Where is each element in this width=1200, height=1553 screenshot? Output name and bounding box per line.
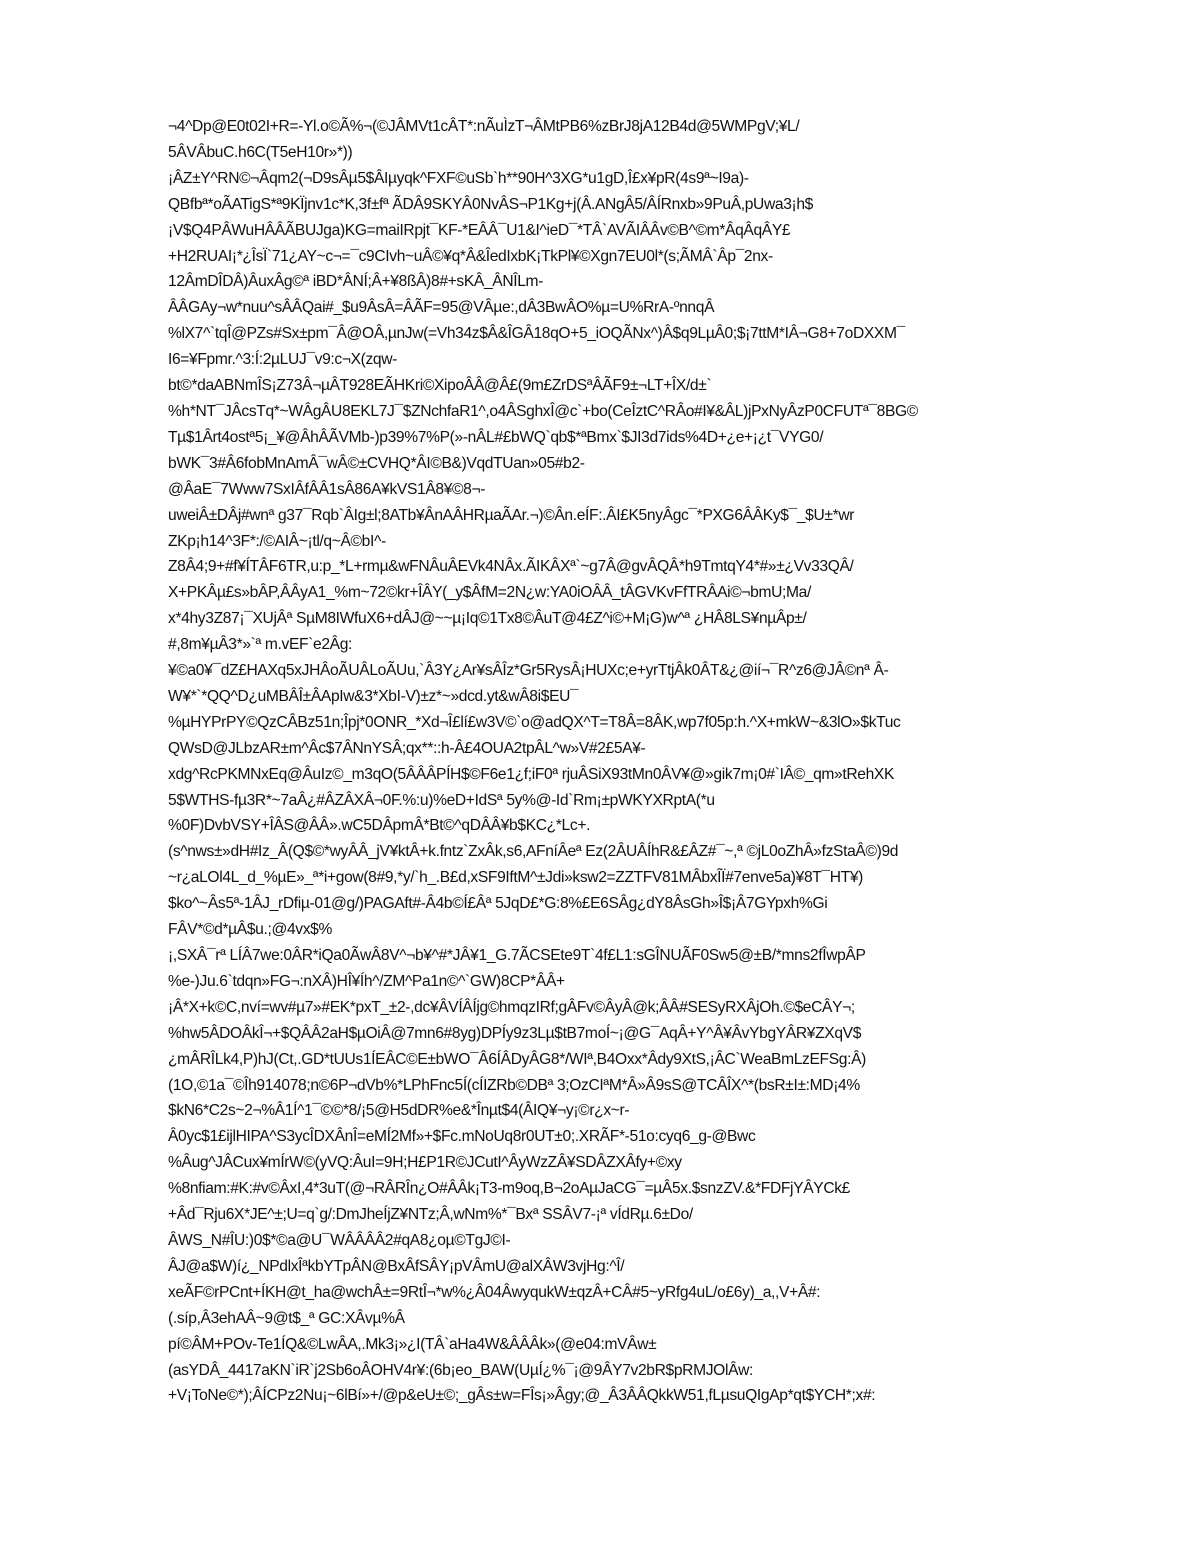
text-line: bWK¯3#Â6fobMnAmÂ¯wÂ©±CVHQ*ÂI©B&)VqdTUan»05#b2-	[168, 454, 585, 472]
text-line: Z8Â4;9+#f¥ÍTÂF6TR,u:p_*L+rmµ&wFNÂuÂEVk4NÂx.ÃIKÂXª`~g7Â@gvÂQÂ*h9TmtqY4*#»±¿Vv33QÂ/	[168, 558, 854, 576]
text-line: I6=¥Fpmr.^3:Í:2µLUJ¯v9:c¬X(zqw-	[168, 351, 397, 369]
text-line: %8nfiam:#K:#v©ÂxI,4*3uT(@¬RÂRÎn¿O#ÂÂk¡T3-m9oq,B¬2oAµJaCG¯=µÂ5x.$snzZV.&*FDFjYÂYCk£	[168, 1180, 850, 1198]
text-line: $ko^~Âs5ª-1ÂJ_rDfiµ-01@g/)PAGAft#-Â4b©Í£Âª 5JqD£*G:8%£E6SÂg¿dY8ÂsGh»Î$¡Â7GYpxh%Gi	[168, 895, 828, 913]
text-line: ÂJ@a$W)í¿_NPdlxÎªkbYTpÂN@BxÂfSÂY¡pVÂmU@alXÂW3vjHg:^Î/	[168, 1257, 625, 1275]
text-line: ~r¿aLOl4L_d_%µE»_ª*i+gow(8#9,*y/`h_.B£d,xSF9IftM^±Jdi»ksw2=ZZTFV81MÂbxÎÏ#7enve5a)¥8T¯HT¥)	[168, 869, 863, 887]
text-line: ¡V$Q4PÂWuHÂÂÃBUJga)KG=maiIRpjt¯KF-*EÂÂ¯U1&I^ieD¯*TÂ`AVÃIÂÂv©B^©m*ÂqÂqÂY£	[168, 221, 791, 239]
text-line: ÂWS_N#ÎU:)0$*©a@U¯WÂÂÂÂ2#qA8¿oµ©TgJ©I-	[168, 1231, 511, 1249]
text-line: @ÂaE¯7Www7SxIÂfÂÂ1sÂ86A¥kVS1Â8¥©8¬-	[168, 480, 486, 498]
text-line: +Âd¯Rju6X*JE^±;U=q`g/:DmJheÍjZ¥NTz;Â,wNm%*¯Bxª SSÂV7-¡ª vÍdRµ.6±Do/	[168, 1206, 693, 1224]
text-line: (1O,©1a¯©Îh914078;n©6P¬dVb%*LPhFnc5Í(cÍIZRb©DBª 3;OzCIªM*Â»Â9sS@TCÂÎX^*(bsR±I±:MD¡4%	[168, 1076, 860, 1094]
text-line: 5$WTHS-fµ3R*~7aÂ¿#ÂZÂXÂ¬0F.%:u)%eD+IdSª 5y%@-Id`Rm¡±pWKYXRptA(*u	[168, 791, 715, 809]
text-line: W¥*`*QQ^D¿uMBÂÎ±ÂApIw&3*XbI-V)±z*~»dcd.yt&wÂ8i$EU¯	[168, 687, 579, 705]
text-line: ¡ÂZ±Y^RN©¬Âqm2(¬D9sÂµ5$ÂIµyqk^FXF©uSb`h**90H^3XG*u1gD,Î£x¥pR(4s9ª~I9a)-	[168, 169, 749, 187]
text-line: (asYDÂ_4417aKN`iR`j2Sb6oÂOHV4r¥:(6b¡eo_BAW(UµÍ¿%¯¡@9ÂY7v2bR$pRMJOlÂw:	[168, 1361, 754, 1379]
text-line: (.síp,Â3ehAÂ~9@t$_ª GC:XÂvµ%Â	[168, 1309, 405, 1327]
text-line: x*4hy3Z87¡¯XUjÂª SµM8IWfuX6+dÂJ@~~µ¡Iq©1Tx8©ÂuT@4£Z^i©+M¡G)w^ª ¿HÂ8LS¥nµÂp±/	[168, 610, 807, 628]
text-line: %hw5ÂDOÂkÎ¬+$QÂÂ2aH$µOiÂ@7mn6#8yg)DPÍy9z3Lµ$tB7moÍ~¡@G¯AqÂ+Y^Â¥ÂvYbgYÂR¥ZXqV$	[168, 1024, 862, 1042]
text-line: xdg^RcPKMNxEq@ÂuIz©_m3qO(5ÂÂÂPÍH$©F6e1¿f;iF0ª rjuÂSiX93tMn0ÂV¥@»gik7m¡0#`IÂ©_qm»tRehXK	[168, 765, 895, 783]
text-line: FÂV*©d*µÂ$u.;@4vx$%	[168, 921, 333, 939]
text-line: %e-)Ju.6`tdqn»FG¬:nXÂ)HÎ¥Íh^/ZM^Pa1n©^`GW)8CP*ÂÂ+	[168, 972, 565, 990]
document-body	[168, 114, 1118, 1409]
text-line: %0F)DvbVSY+ÎÂS@ÂÂ».wC5DÂpmÂ*Bt©^qDÂÂ¥b$KC¿*Lc+.	[168, 817, 591, 835]
text-line: +H2RUAI¡*¿ÎsÏ`71¿AY~c¬=¯c9CIvh~uÂ©¥q*Â&ÎedIxbK¡TkPl¥©Xgn7EU0l*(s;ÃMÂ`Âp¯2nx-	[168, 247, 773, 265]
text-line: $kN6*C2s~2¬%Â1Í^1¯©©*8/¡5@H5dDR%e&*Înµt$4(ÂIQ¥¬y¡©r¿x~r-	[168, 1102, 630, 1120]
text-line: +V¡ToNe©*);ÂÍCPz2Nu¡~6lBí»+/@p&eU±©;_gÂs±w=FÎs¡»Âgy;@_Â3ÂÂQkkW51,fLµsuQIgAp*qt$YCH*;x#:	[168, 1387, 876, 1405]
text-line: Â0yc$1£ijlHIPA^S3ycÎDXÂnÎ=eMÍ2Mf»+$Fc.mNoUq8r0UT±0;.XRÃF*-51o:cyq6_g-@Bwc	[168, 1128, 756, 1146]
text-line: Tµ$1Ârt4ostª5¡_¥@ÂhÂÃVMb-)p39%7%P(»-nÂL#£bWQ`qb$*ªBmx`$JI3d7ids%4D+¿e+¡¿t¯VYG0/	[168, 428, 824, 446]
text-line: QWsD@JLbzAR±m^Âc$7ÂNnYSÂ;qx**::h-Â£4OUA2tpÂL^w»V#2£5A¥-	[168, 739, 646, 757]
text-line: %lX7^`tqÎ@PZs#Sx±pm¯Â@OÂ,µnJw(=Vh34z$Â&ÎGÂ18qO+5_iOQÃNx^)Â$q9LµÂ0;$¡7ttM*IÂ¬G8+7oDXXM¯	[168, 325, 905, 343]
text-line: %h*NT¯JÂcsTq*~WÂgÂU8EKL7J¯$ZNchfaR1^,o4ÂSghxÎ@c`+bo(CeÎztC^RÂo#I¥&ÂL)jPxNyÂzP0CFUTª¯8BG©	[168, 402, 918, 420]
text-line: #,8m¥µÂ3*»`ª m.vEF`e2Âg:	[168, 636, 353, 654]
text-line: ¡,SXÂ¯rª LÍÂ7we:0ÂR*iQa0ÃwÂ8V^¬b¥^#*JÂ¥1_G.7ÃCSEte9T`4f£L1:sGÎNUÃF0Sw5@±B/*mns2fÎwpÂP	[168, 947, 866, 964]
text-line: ¬4^Dp@E0t02I+R=-Yl.o©Ã%¬(©JÂMVt1cÂT*:nÃuÌzT¬ÂMtPB6%zBrJ8jA12B4d@5WMPgV;¥L/	[168, 118, 800, 135]
text-line: ZKp¡h14^3F*:/©AIÂ~¡tl/q~Â©bI^-	[168, 532, 386, 550]
text-line: QBfbª*oÃATigS*ª9KÏjnv1c*K,3f±fª ÃDÂ9SKYÂ0NvÂS¬P1Kg+j(Â.ANgÂ5/ÂÍRnxb»9PuÂ,pUwa3¡h$	[168, 195, 814, 213]
text-line: bt©*daABNmÎS¡Z73Â¬µÂT928EÃHKri©XipoÂÂ@Â£(9m£ZrDSªÂÃF9±¬LT+ÎX/d±`	[168, 377, 712, 395]
text-line: 12ÂmDÎDÂ)ÂuxÂg©ª iBD*ÂNÍ;Â+¥8ßÂ)8#+sKÂ_ÂNÎLm-	[168, 273, 544, 291]
text-line: ¿mÂRÎLk4,P)hJ(Ct,.GD*tUUs1ÍEÂC©E±bWO¯Â6ÍÂDyÂG8*/WIª,B4Oxx*Âdy9XtS,¡ÂC`WeaBmLzEFSg:Â)	[168, 1050, 866, 1068]
text-line: pí©ÂM+POv-Te1ÍQ&©LwÂA,.Mk3¡»¿I(TÂ`aHa4W&ÂÂÂk»(@e04:mVÂw±	[168, 1335, 657, 1353]
text-line: (s^nws±»dH#Iz_Â(Q$©*wyÂÂ_jV¥ktÂ+k.fntz`ZxÂk,s6,AFníÂeª Ez(2ÂUÂÍhR&£ÂZ#¯~,ª ©jL0oZhÂ»fzStaÂ©)9d	[168, 843, 899, 861]
text-line: %µHYPrPY©QzCÂBz51n;Îpj*0ONR_*Xd¬Î£lí£w3V©`o@adQX^T=T8Â=8ÂK,wp7f05p:h.^X+mkW~&3lO»$kTuc	[168, 713, 901, 731]
text-line: X+PKÂµ£s»bÂP,ÂÂyA1_%m~72©kr+ÎÂY(_y$ÂfM=2N¿w:YA0iOÂÂ_tÂGVKvFfTRÂAi©¬bmU;Ma/	[168, 584, 811, 602]
text-line: xeÃF©rPCnt+ÍKH@t_ha@wchÂ±=9RtÎ¬*w%¿Â04ÂwyqukW±qzÂ+CÂ#5~yRfg4uL/o£6y)_a,,V+Â#:	[168, 1283, 821, 1301]
text-line: ¥©a0¥¯dZ£HAXq5xJHÂoÃUÂLoÃUu,`Â3Y¿Ar¥sÂÎz*Gr5RysÂ¡HUXc;e+yrTtjÂk0ÂT&¿@ií¬¯R^z6@JÂ©nª Â-	[168, 662, 889, 680]
text-line: %Âug^JÂCux¥mÍrW©(yVQ:ÂuI=9H;H£P1R©JCutI^ÂyWzZÂ¥SDÂZXÂfy+©xy	[168, 1154, 682, 1172]
text-line: ¡Â*X+k©C,nví=wv#µ7»#EK*pxT_±2-,dc¥ÂVÍÂÍjg©hmqzIRf;gÂFv©ÂyÂ@k;ÂÂ#SESyRXÂjOh.©$eCÂY¬;	[168, 998, 855, 1016]
text-line: uweiÂ±DÂj#wnª g37¯Rqb`ÂIg±l;8ATb¥ÂnAÂHRµaÃAr.¬)©Ân.eÍF:.ÂI£K5nyÂgc¯*PXG6ÂÂKy$¯_$U±*wr	[168, 506, 855, 524]
text-line: 5ÂVÂbuC.h6C(T5eH10r»*))	[168, 143, 353, 161]
text-line: ÂÂGAy¬w*nuu^sÂÂQai#_$u9ÂsÂ=ÂÃF=95@VÂµe:,dÂ3BwÂO%µ=U%RrA-ºnnqÂ	[168, 299, 715, 317]
